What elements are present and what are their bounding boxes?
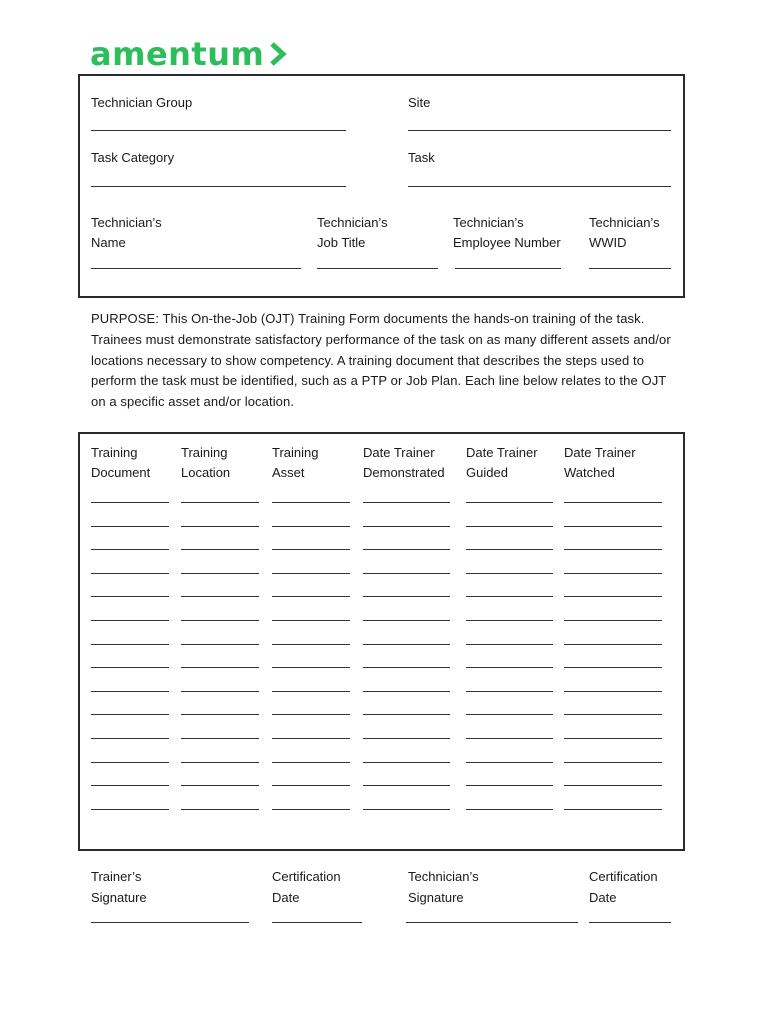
- training-row-field[interactable]: [363, 667, 450, 668]
- training-row-field[interactable]: [564, 809, 662, 810]
- logo-wordmark: amentum: [90, 35, 265, 73]
- certification-date-2-field[interactable]: [589, 922, 671, 923]
- training-row-field[interactable]: [91, 714, 169, 715]
- training-row-field[interactable]: [272, 502, 350, 503]
- technician-signature-field[interactable]: [406, 922, 578, 923]
- training-row-field[interactable]: [181, 738, 259, 739]
- training-row-field[interactable]: [91, 596, 169, 597]
- training-row-field[interactable]: [564, 644, 662, 645]
- training-row-field[interactable]: [272, 809, 350, 810]
- training-column-header: Training Document: [91, 445, 151, 480]
- training-row-field[interactable]: [181, 526, 259, 527]
- training-row-field[interactable]: [272, 762, 350, 763]
- training-column-header: Training Location: [181, 445, 231, 480]
- training-row-field[interactable]: [363, 644, 450, 645]
- training-column-header: Date Trainer Watched: [564, 445, 636, 480]
- training-row-field[interactable]: [363, 549, 450, 550]
- tech-wwid-label: Technician’s WWID: [589, 215, 660, 250]
- training-row-field[interactable]: [564, 691, 662, 692]
- training-row-field[interactable]: [466, 667, 553, 668]
- training-row-field[interactable]: [91, 549, 169, 550]
- training-row-field[interactable]: [363, 573, 450, 574]
- training-column-header: Training Asset: [272, 445, 319, 480]
- training-row-field[interactable]: [466, 549, 553, 550]
- training-row-field[interactable]: [564, 785, 662, 786]
- training-row-field[interactable]: [181, 502, 259, 503]
- training-row-field[interactable]: [272, 714, 350, 715]
- training-row-field[interactable]: [91, 785, 169, 786]
- training-row-field[interactable]: [91, 809, 169, 810]
- site-field[interactable]: [408, 130, 671, 131]
- training-row-field[interactable]: [181, 762, 259, 763]
- training-row-field[interactable]: [91, 762, 169, 763]
- training-row-field[interactable]: [466, 526, 553, 527]
- training-row-field[interactable]: [363, 502, 450, 503]
- purpose-paragraph: PURPOSE: This On-the-Job (OJT) Training Form documents the hands-on training of the task. Trainees must demonstrate satisfactory performance of the task on as many different assets and/or locations necessary to show competency. A training document that describes the steps used to perform the task must be identified, such as a PTP or Job Plan. Each line below relates to the OJT on a specific asset and/or location.: [91, 311, 671, 410]
- training-row-field[interactable]: [564, 549, 662, 550]
- training-row-field[interactable]: [272, 620, 350, 621]
- training-row-field[interactable]: [564, 620, 662, 621]
- training-row-field[interactable]: [564, 714, 662, 715]
- certification-date-1-label: Certification Date: [272, 869, 341, 905]
- training-row-field[interactable]: [91, 644, 169, 645]
- training-row-field[interactable]: [466, 502, 553, 503]
- training-row-field[interactable]: [91, 526, 169, 527]
- training-row-field[interactable]: [91, 738, 169, 739]
- tech-employee-number-field[interactable]: [455, 268, 561, 269]
- trainer-signature-label: Trainer’s Signature: [91, 869, 147, 905]
- task-label: Task: [408, 150, 435, 165]
- training-row-field[interactable]: [466, 573, 553, 574]
- training-row-field[interactable]: [363, 785, 450, 786]
- task-field[interactable]: [408, 186, 671, 187]
- certification-date-2-label: Certification Date: [589, 869, 658, 905]
- training-row-field[interactable]: [466, 620, 553, 621]
- training-row-field[interactable]: [564, 526, 662, 527]
- training-row-field[interactable]: [272, 573, 350, 574]
- tech-job-title-field[interactable]: [317, 268, 438, 269]
- training-row-field[interactable]: [363, 620, 450, 621]
- tech-name-label: Technician’s Name: [91, 215, 162, 250]
- training-row-field[interactable]: [363, 809, 450, 810]
- training-row-field[interactable]: [181, 714, 259, 715]
- training-row-field[interactable]: [272, 785, 350, 786]
- training-row-field[interactable]: [91, 667, 169, 668]
- training-row-field[interactable]: [91, 573, 169, 574]
- training-row-field[interactable]: [466, 596, 553, 597]
- trainer-signature-field[interactable]: [91, 922, 249, 923]
- training-row-field[interactable]: [466, 738, 553, 739]
- training-row-field[interactable]: [564, 573, 662, 574]
- training-row-field[interactable]: [272, 667, 350, 668]
- training-row-field[interactable]: [181, 644, 259, 645]
- training-row-field[interactable]: [363, 596, 450, 597]
- training-row-field[interactable]: [272, 549, 350, 550]
- training-row-field[interactable]: [564, 738, 662, 739]
- training-row-field[interactable]: [272, 644, 350, 645]
- technician-group-label: Technician Group: [91, 95, 193, 110]
- training-row-field[interactable]: [181, 809, 259, 810]
- training-row-field[interactable]: [181, 785, 259, 786]
- technician-signature-label: Technician’s Signature: [408, 869, 479, 905]
- training-row-field[interactable]: [564, 667, 662, 668]
- training-row-field[interactable]: [466, 785, 553, 786]
- training-row-field[interactable]: [363, 738, 450, 739]
- training-row-field[interactable]: [363, 762, 450, 763]
- tech-wwid-field[interactable]: [589, 268, 671, 269]
- training-row-field[interactable]: [466, 762, 553, 763]
- training-row-field[interactable]: [91, 691, 169, 692]
- training-row-field[interactable]: [91, 620, 169, 621]
- training-row-field[interactable]: [272, 691, 350, 692]
- training-row-field[interactable]: [181, 691, 259, 692]
- tech-employee-number-label: Technician’s Employee Number: [453, 215, 561, 250]
- amentum-logo: [90, 35, 288, 73]
- training-row-field[interactable]: [91, 502, 169, 503]
- training-row-field[interactable]: [466, 809, 553, 810]
- training-row-field[interactable]: [272, 526, 350, 527]
- training-row-field[interactable]: [466, 714, 553, 715]
- training-row-field[interactable]: [363, 714, 450, 715]
- training-row-field[interactable]: [272, 596, 350, 597]
- training-row-field[interactable]: [466, 644, 553, 645]
- training-row-field[interactable]: [181, 573, 259, 574]
- certification-date-1-field[interactable]: [272, 922, 362, 923]
- training-row-field[interactable]: [363, 691, 450, 692]
- chevron-right-icon: [268, 42, 288, 66]
- technician-group-field[interactable]: [91, 130, 346, 131]
- training-row-field[interactable]: [181, 667, 259, 668]
- training-column-header: Date Trainer Demonstrated: [363, 445, 445, 480]
- training-column-header: Date Trainer Guided: [466, 445, 538, 480]
- site-label: Site: [408, 95, 431, 110]
- training-table-box: [78, 432, 685, 851]
- training-row-field[interactable]: [272, 738, 350, 739]
- training-row-field[interactable]: [181, 549, 259, 550]
- training-row-field[interactable]: [181, 596, 259, 597]
- training-row-field[interactable]: [564, 596, 662, 597]
- training-row-field[interactable]: [564, 502, 662, 503]
- training-row-field[interactable]: [363, 526, 450, 527]
- training-row-field[interactable]: [564, 762, 662, 763]
- training-row-field[interactable]: [466, 691, 553, 692]
- task-category-label: Task Category: [91, 150, 175, 165]
- tech-name-field[interactable]: [91, 268, 301, 269]
- tech-job-title-label: Technician’s Job Title: [317, 215, 388, 250]
- task-category-field[interactable]: [91, 186, 346, 187]
- training-row-field[interactable]: [181, 620, 259, 621]
